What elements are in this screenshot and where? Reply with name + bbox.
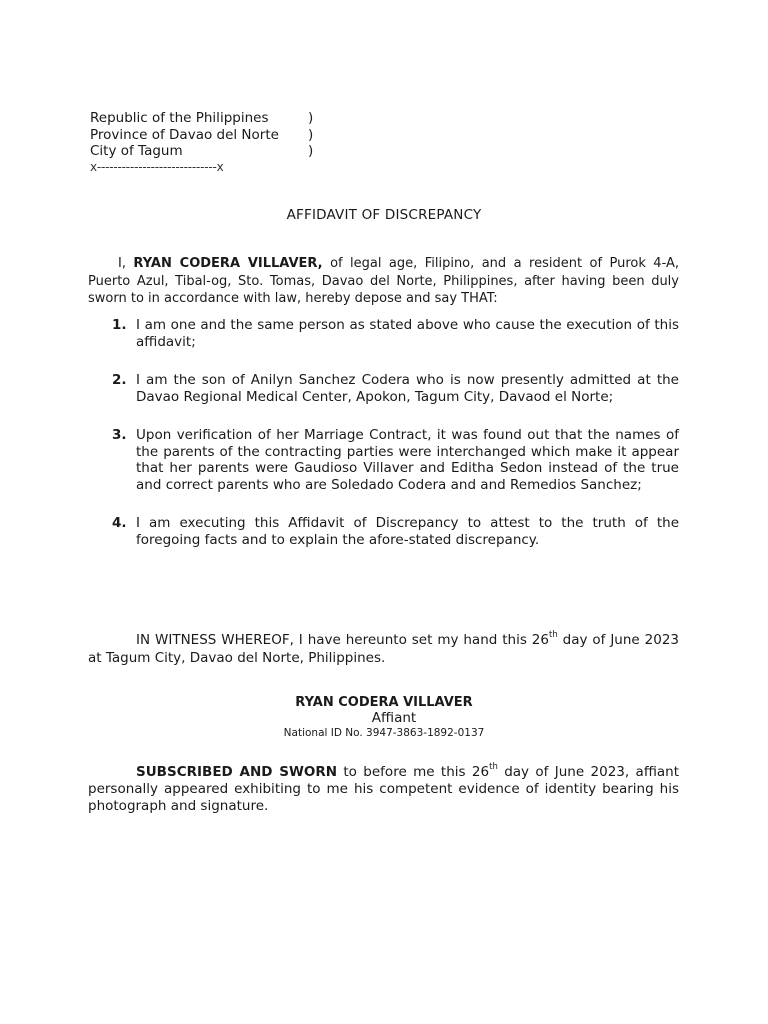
venue-republic: Republic of the Philippines bbox=[90, 110, 269, 126]
list-item bbox=[112, 427, 679, 493]
item-text: Upon verification of her Marriage Contract, it was found out that the names of the parents of the contracting parties were interchanged which make it appear that her parents were Gaudioso Villaver and Editha Sedon instead of the true and correct parents who are Soledado Codera and and Remedios Sanchez; bbox=[136, 427, 679, 493]
affiant-name: RYAN CODERA VILLAVER bbox=[295, 695, 473, 710]
venue-line bbox=[90, 110, 313, 127]
intro-paragraph bbox=[88, 255, 679, 308]
document-title: AFFIDAVIT OF DISCREPANCY bbox=[286, 207, 482, 223]
item-text: I am the son of Anilyn Sanchez Codera who is now presently admitted at the Davao Regional Medical Center, Apokon, Tagum City, Davaod el Norte; bbox=[136, 372, 679, 405]
venue-province: Province of Davao del Norte bbox=[90, 126, 279, 143]
venue-paren: ) bbox=[308, 126, 314, 143]
item-number: 4. bbox=[112, 515, 127, 531]
item-number: 2. bbox=[112, 372, 127, 388]
venue-line bbox=[90, 127, 313, 144]
venue-separator: x-----------------------------x bbox=[90, 159, 224, 174]
item-text: I am executing this Affidavit of Discrepancy to attest to the truth of the foregoing facts and to explain the afore-stated discrepancy. bbox=[136, 515, 679, 548]
ordinal-suffix: th bbox=[489, 761, 498, 772]
item-text: I am one and the same person as stated above who cause the execution of this affidavit; bbox=[136, 317, 679, 350]
venue-line bbox=[90, 143, 313, 160]
venue-block bbox=[90, 110, 313, 174]
intro-body: of legal age, Filipino, and a resident of Purok 4-A, Puerto Azul, Tibal-og, Sto. Tomas, Davao del Norte, Philippines, after having been duly sworn to in accordance with law, hereby depose and say THAT: bbox=[88, 256, 679, 306]
venue-paren: ) bbox=[308, 143, 314, 159]
list-item bbox=[112, 317, 679, 350]
intro-lead: I, bbox=[118, 256, 134, 271]
venue-city: City of Tagum bbox=[90, 143, 183, 159]
item-number: 1. bbox=[112, 317, 127, 333]
deposition-list bbox=[112, 317, 679, 548]
witness-before: IN WITNESS WHEREOF, I have hereunto set my hand this 26 bbox=[136, 632, 549, 648]
witness-after: day of June 2023 at Tagum City, Davao del Norte, Philippines. bbox=[88, 632, 680, 666]
item-number: 3. bbox=[112, 427, 127, 443]
ordinal-suffix: th bbox=[548, 629, 558, 640]
list-item bbox=[112, 372, 679, 405]
affiant-name-inline: RYAN CODERA VILLAVER, bbox=[133, 256, 323, 271]
jurat-before: to before me this 26 bbox=[337, 764, 490, 780]
venue-paren: ) bbox=[308, 110, 314, 126]
jurat-after: day of June 2023, affiant personally appeared exhibiting to me his competent evidence of identity bearing his photograph and signature. bbox=[88, 764, 679, 814]
affiant-national-id: National ID No. 3947-3863-1892-0137 bbox=[283, 727, 485, 739]
affiant-role: Affiant bbox=[371, 710, 417, 726]
jurat-heading: SUBSCRIBED AND SWORN bbox=[136, 764, 338, 780]
list-item bbox=[112, 515, 679, 548]
witness-paragraph bbox=[88, 629, 680, 667]
jurat-paragraph bbox=[88, 761, 679, 815]
affiant-signature-block bbox=[0, 695, 768, 741]
